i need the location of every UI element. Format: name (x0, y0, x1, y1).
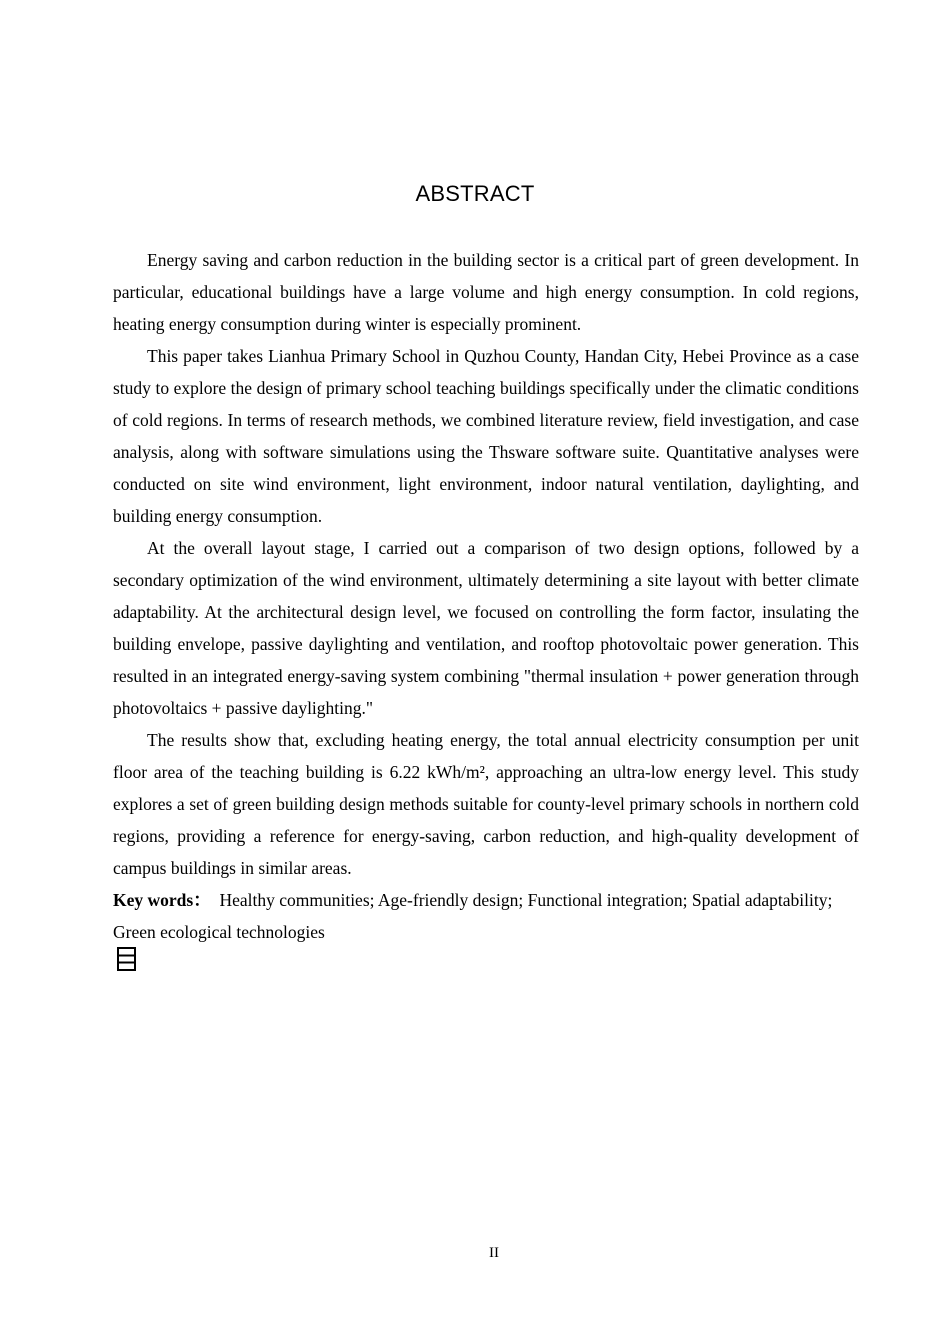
keywords-text: Healthy communities; Age-friendly design; Functional integration; Spatial adaptability; Green ecological technologies (113, 890, 833, 942)
abstract-paragraph-2: This paper takes Lianhua Primary School in Quzhou County, Handan City, Hebei Province as a case study to explore the design of primary school teaching buildings specifically under the climatic conditions of cold regions. In terms of research methods, we combined literature review, field investigation, and case analysis, along with software simulations using the Thsware software suite. Quantitative analyses were conducted on site wind environment, light environment, indoor natural ventilation, daylighting, and building energy consumption. (113, 346, 859, 526)
abstract-body (113, 244, 859, 948)
keywords-line (113, 884, 859, 948)
abstract-title: ABSTRACT (415, 181, 535, 206)
abstract-paragraph-1: Energy saving and carbon reduction in the building sector is a critical part of green development. In particular, educational buildings have a large volume and high energy consumption. In cold regions, heating energy consumption during winter is especially prominent. (113, 250, 859, 334)
toc-heading-glyph (113, 944, 143, 974)
abstract-paragraph-3: At the overall layout stage, I carried out a comparison of two design options, followed by a secondary optimization of the wind environment, ultimately determining a site layout with better climate adaptability. At the architectural design level, we focused on controlling the form factor, insulating the building envelope, passive daylighting and ventilation, and rooftop photovoltaic power generation. This resulted in an integrated energy-saving system combining "thermal insulation + power generation through photovoltaics + passive daylighting." (113, 538, 859, 718)
abstract-paragraph-4: The results show that, excluding heating energy, the total annual electricity consumption per unit floor area of the teaching building is 6.22 kWh/m², approaching an ultra-low energy level. This study explores a set of green building design methods suitable for county-level primary schools in northern cold regions, providing a reference for energy-saving, carbon reduction, and high-quality development of campus buildings in similar areas. (113, 730, 859, 878)
page-number: II (489, 1245, 499, 1261)
keywords-label: Key words： (113, 890, 211, 910)
